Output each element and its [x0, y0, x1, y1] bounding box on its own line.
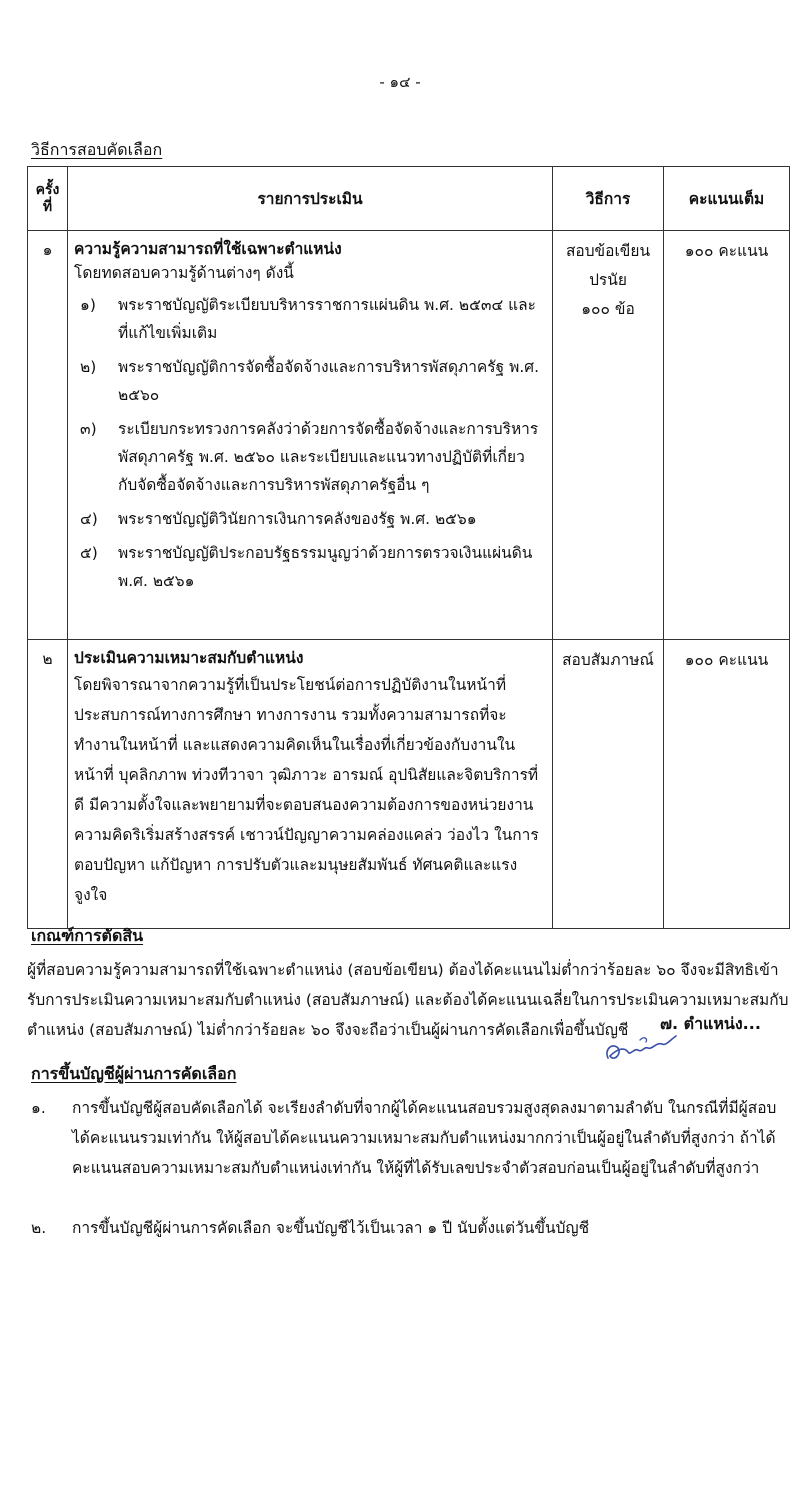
- sub-number: ๕): [80, 544, 98, 562]
- row-number: ๑: [28, 231, 68, 640]
- row-method: [553, 640, 664, 929]
- list-text: การขึ้นบัญชีผู้สอบคัดเลือกได้ จะเรียงลำดับที่จากผู้ได้คะแนนสอบรวมสูงสุดลงมาตามลำดับ ในกรณีที่มีผู้สอบได้คะแนนรวมเท่ากัน ให้ผู้สอบได้คะแนนความเหมาะสมกับตำแหน่งมากกว่าเป็นผู้อยู่ในลำดับที่สูงกว่า ถ้าได้คะแนนสอบความเหมาะสมกับตำแหน่งเท่ากัน ให้ผู้ที่ได้รับเลขประจำตัวสอบก่อนเป็นผู้อยู่ในลำดับที่สูงกว่า: [72, 1099, 777, 1177]
- criteria-text: ผู้ที่สอบความรู้ความสามารถที่ใช้เฉพาะตำแหน่ง (สอบข้อเขียน) ต้องได้คะแนนไม่ต่ำกว่าร้อยละ ๖๐ จึงจะมีสิทธิเข้ารับการประเมินความเหมาะสมกับตำแหน่ง (สอบสัมภาษณ์) และต้องได้คะแนนเฉลี่ยในการประเมินความเหมาะสมกับตำแหน่ง (สอบสัมภาษณ์) ไม่ต่ำกว่าร้อยละ ๖๐ จึงจะถือว่าเป็นผู้ผ่านการคัดเลือกเพื่อขึ้นบัญชี: [27, 961, 789, 1039]
- header-no: [28, 167, 68, 231]
- list-item: [74, 505, 544, 533]
- next-section-heading: ๗. ตำแหน่ง...: [660, 1014, 761, 1033]
- method-line: สอบข้อเขียน: [565, 242, 651, 260]
- list-item: [74, 415, 544, 499]
- table-row: [28, 231, 790, 640]
- sub-number: ๑): [80, 296, 96, 314]
- list-item: [74, 539, 544, 595]
- row-item: [68, 640, 553, 929]
- method-line: ปรนัย: [589, 271, 627, 289]
- sub-number: ๒): [80, 358, 97, 376]
- header-no-line1: ครั้ง: [35, 181, 60, 198]
- item-description: โดยพิจารณาจากความรู้ที่เป็นประโยชน์ต่อการปฏิบัติงานในหน้าที่ ประสบการณ์ทางการศึกษา ทางการงาน รวมทั้งความสามารถที่จะทำงานในหน้าที่ และแสดงความคิดเห็นในเรื่องที่เกี่ยวข้องกับงานในหน้าที่ บุคลิกภาพ ท่วงทีวาจา วุฒิภาวะ อารมณ์ อุปนิสัยและจิตบริการที่ดี มีความตั้งใจและพยายามที่จะตอบสนองความต้องการของหน่วยงาน ความคิดริเริ่มสร้างสรรค์ เชาวน์ปัญญาความคล่องแคล่ว ว่องไว ในการตอบปัญหา แก้ปัญหา การปรับตัวและมนุษยสัมพันธ์ ทัศนคติและแรงจูงใจ: [74, 676, 539, 904]
- criteria-heading: เกณฑ์การตัดสิน: [31, 926, 144, 945]
- method-line: ๑๐๐ ข้อ: [581, 300, 635, 318]
- list-item: [31, 1213, 789, 1243]
- row-method: [553, 231, 664, 640]
- list-item: [74, 353, 544, 409]
- signature-image: [600, 1020, 680, 1070]
- sub-text: พระราชบัญญัติประกอบรัฐธรรมนูญว่าด้วยการตรวจเงินแผ่นดิน พ.ศ. ๒๕๖๑: [118, 544, 533, 590]
- sub-text: พระราชบัญญัติระเบียบบริหารราชการแผ่นดิน พ.ศ. ๒๕๓๔ และที่แก้ไขเพิ่มเติม: [118, 296, 536, 342]
- row-score: ๑๐๐ คะแนน: [664, 231, 790, 640]
- sub-text: พระราชบัญญัติวินัยการเงินการคลังของรัฐ พ.ศ. ๒๕๖๑: [118, 510, 477, 528]
- header-no-line2: ที่: [42, 198, 53, 215]
- list-number: ๑.: [31, 1099, 46, 1117]
- item-lead: โดยทดสอบความรู้ด้านต่างๆ ดังนี้: [74, 264, 294, 282]
- header-item: รายการประเมิน: [68, 167, 553, 231]
- method-line: สอบสัมภาษณ์: [562, 651, 654, 669]
- header-score: คะแนนเต็ม: [664, 167, 790, 231]
- list-item: [74, 291, 544, 347]
- evaluation-table: [27, 166, 790, 929]
- row-number: ๒: [28, 640, 68, 929]
- table-header-row: [28, 167, 790, 231]
- registration-heading: การขึ้นบัญชีผู้ผ่านการคัดเลือก: [31, 1064, 237, 1083]
- sub-number: ๓): [80, 420, 97, 438]
- selection-method-heading: วิธีการสอบคัดเลือก: [31, 140, 163, 159]
- sub-text: พระราชบัญญัติการจัดซื้อจัดจ้างและการบริหารพัสดุภาครัฐ พ.ศ. ๒๕๖๐: [118, 358, 540, 404]
- list-item: [31, 1093, 789, 1183]
- item-title: ความรู้ความสามารถที่ใช้เฉพาะตำแหน่ง: [74, 240, 342, 258]
- sub-text: ระเบียบกระทรวงการคลังว่าด้วยการจัดซื้อจัดจ้างและการบริหารพัสดุภาครัฐ พ.ศ. ๒๕๖๐ และระเบียบและแนวทางปฏิบัติที่เกี่ยวกับจัดซื้อจัดจ้างและการบริหารพัสดุภาครัฐอื่น ๆ: [118, 420, 539, 494]
- item-title: ประเมินความเหมาะสมกับตำแหน่ง: [74, 649, 304, 667]
- row-item: [68, 231, 553, 640]
- table-row: [28, 640, 790, 929]
- sub-number: ๔): [80, 510, 98, 528]
- header-method: วิธีการ: [553, 167, 664, 231]
- list-text: การขึ้นบัญชีผู้ผ่านการคัดเลือก จะขึ้นบัญชีไว้เป็นเวลา ๑ ปี นับตั้งแต่วันขึ้นบัญชี: [72, 1219, 590, 1237]
- page-number: - ๑๔ -: [379, 73, 421, 91]
- row-score: ๑๐๐ คะแนน: [664, 640, 790, 929]
- list-number: ๒.: [31, 1219, 47, 1237]
